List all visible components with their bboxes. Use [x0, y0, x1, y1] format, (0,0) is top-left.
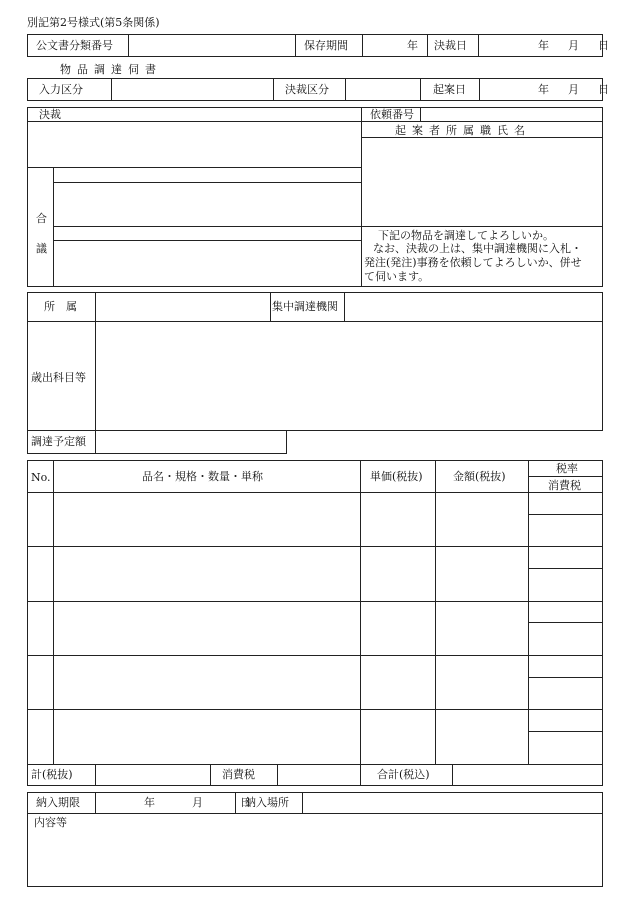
input-category-label: 入力区分 — [39, 83, 83, 96]
total-excl-field[interactable] — [96, 765, 210, 785]
request-text-line-2: なお、決裁の上は、集中調達機関に入札・ — [373, 242, 582, 255]
drafter-field[interactable] — [362, 138, 602, 225]
delivery-date-suffix: 年 月 日 — [144, 796, 256, 809]
drafter-label: 起案者所属職氏名 — [395, 124, 531, 137]
contents-field[interactable] — [28, 830, 602, 886]
decision-label: 決裁 — [39, 108, 61, 121]
expense-label: 歳出科目等 — [31, 371, 86, 384]
delivery-place-field[interactable] — [303, 793, 602, 813]
delivery-place-label: 納入場所 — [245, 796, 289, 809]
doc-class-label: 公文書分類番号 — [36, 39, 113, 52]
col-consumption-tax-header: 消費税 — [548, 479, 581, 492]
dept-field[interactable] — [96, 293, 269, 321]
decision-stamp-area[interactable] — [28, 122, 361, 167]
retention-label: 保存期間 — [304, 39, 348, 52]
planned-amount-field[interactable] — [96, 431, 286, 453]
draft-date-suffix: 年 月 日 — [538, 83, 613, 96]
request-text-line-4: て伺います。 — [364, 270, 430, 283]
col-no-header: No. — [31, 471, 51, 484]
tax-total-label: 消費税 — [222, 768, 255, 781]
decision-category-field[interactable] — [346, 79, 419, 100]
col-unit-price-header: 単価(税抜) — [370, 470, 423, 483]
col-tax-rate-header: 税率 — [556, 462, 578, 475]
request-text-line-3: 発注(発注)事務を依頼してよろしいか、併せ — [364, 256, 582, 269]
central-agency-label: 集中調達機関 — [272, 300, 338, 313]
item-row-1-desc[interactable] — [54, 493, 360, 546]
total-incl-field[interactable] — [453, 765, 602, 785]
tax-total-field[interactable] — [278, 765, 360, 785]
input-category-field[interactable] — [112, 79, 272, 100]
form-title: 別記第2号様式(第5条関係) — [27, 16, 160, 29]
col-amount-header: 金額(税抜) — [453, 470, 506, 483]
central-agency-field[interactable] — [345, 293, 602, 321]
item-row-3-desc[interactable] — [54, 602, 360, 655]
consult-label-1: 合 — [36, 212, 47, 225]
total-incl-label: 合計(税込) — [377, 768, 430, 781]
consult-row-3[interactable] — [54, 227, 361, 240]
contents-label: 内容等 — [34, 816, 67, 829]
request-no-label: 依頼番号 — [370, 108, 414, 121]
item-row-4-desc[interactable] — [54, 656, 360, 709]
consult-row-2[interactable] — [54, 183, 361, 226]
consult-row-4[interactable] — [54, 241, 361, 286]
draft-date-label: 起案日 — [433, 83, 466, 96]
dept-label: 所 属 — [44, 300, 77, 313]
item-row-2-desc[interactable] — [54, 547, 360, 601]
consult-row-1[interactable] — [54, 168, 361, 182]
retention-year-label: 年 — [407, 39, 418, 52]
delivery-deadline-label: 納入期限 — [36, 796, 80, 809]
document-subtitle: 物品調達伺書 — [60, 63, 162, 76]
item-row-5-desc[interactable] — [54, 710, 360, 764]
decision-date-label: 決裁日 — [434, 39, 467, 52]
planned-amount-label: 調達予定額 — [31, 435, 86, 448]
total-excl-label: 計(税抜) — [31, 768, 73, 781]
decision-category-label: 決裁区分 — [285, 83, 329, 96]
col-desc-header: 品名・規格・数量・単称 — [142, 470, 263, 483]
consult-label-2: 議 — [36, 242, 47, 255]
request-no-field[interactable] — [421, 108, 602, 121]
expense-field[interactable] — [96, 322, 602, 430]
decision-date-suffix: 年 月 日 — [538, 39, 613, 52]
request-text-line-1: 下記の物品を調達してよろしいか。 — [378, 229, 554, 242]
doc-class-field[interactable] — [129, 35, 294, 56]
